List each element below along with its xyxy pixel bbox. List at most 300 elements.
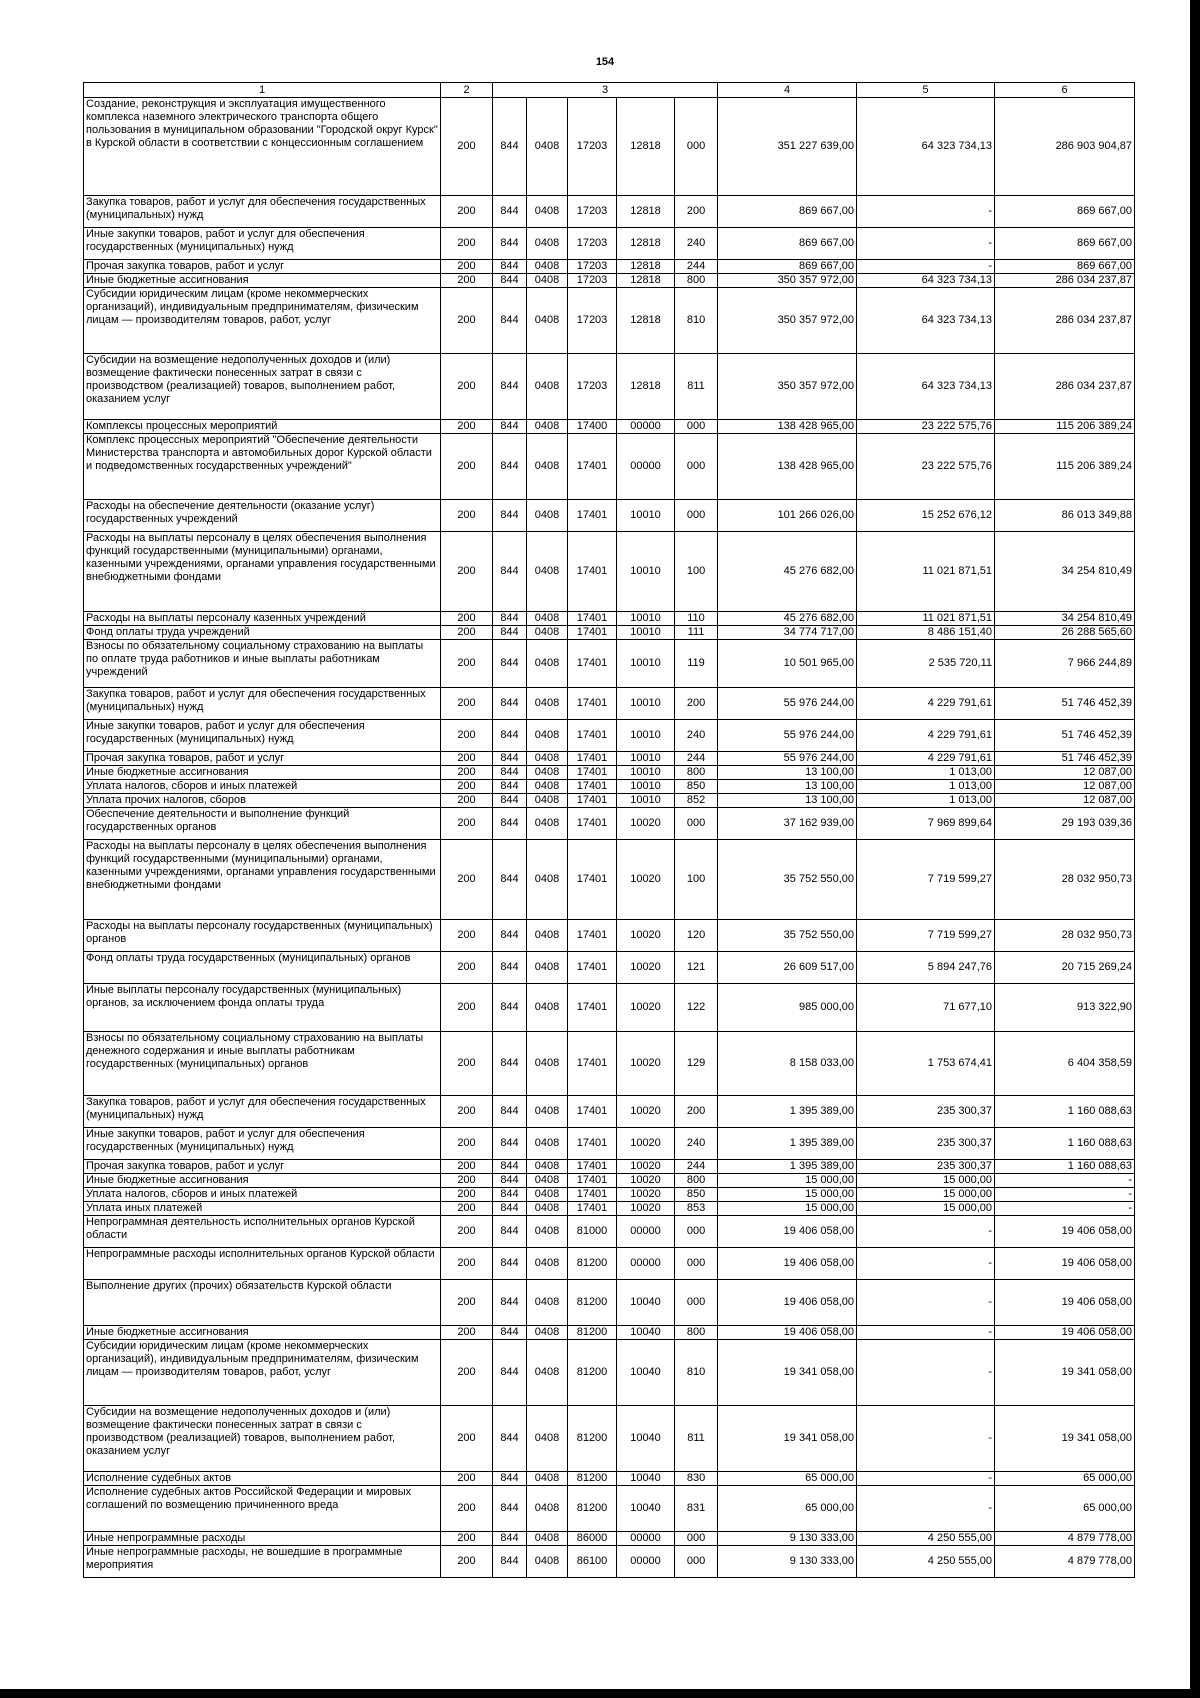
row-code-type: 111	[675, 626, 718, 640]
row-code-type: 110	[675, 612, 718, 626]
table-row	[84, 1486, 1135, 1532]
row-code-section: 0408	[527, 1340, 568, 1406]
row-code-ministry: 844	[493, 1486, 527, 1532]
row-amount-executed: 1 753 674,41	[857, 1032, 995, 1096]
row-code-direction: 10020	[617, 1032, 675, 1096]
row-code-ministry: 844	[493, 952, 527, 984]
row-code-direction: 10010	[617, 688, 675, 720]
header-col-6: 6	[995, 83, 1135, 98]
row-code-program: 17401	[568, 1128, 617, 1160]
row-code-type: 129	[675, 1032, 718, 1096]
row-code-program: 81200	[568, 1486, 617, 1532]
row-amount-remaining: -	[995, 1188, 1135, 1202]
row-amount-remaining: 28 032 950,73	[995, 920, 1135, 952]
row-code-ministry: 844	[493, 1326, 527, 1340]
header-col-3: 3	[493, 83, 718, 98]
table-row	[84, 1096, 1135, 1128]
row-code-type: 811	[675, 1406, 718, 1472]
row-code-type: 119	[675, 640, 718, 688]
row-code-program: 17401	[568, 1096, 617, 1128]
row-col2: 200	[441, 1406, 493, 1472]
row-code-section: 0408	[527, 1486, 568, 1532]
row-amount-executed: -	[857, 1472, 995, 1486]
table-row	[84, 98, 1135, 196]
row-code-direction: 10010	[617, 640, 675, 688]
row-amount-remaining: 19 406 058,00	[995, 1326, 1135, 1340]
row-code-type: 800	[675, 766, 718, 780]
row-code-type: 850	[675, 780, 718, 794]
table-row	[84, 1128, 1135, 1160]
row-col2: 200	[441, 984, 493, 1032]
row-name: Закупка товаров, работ и услуг для обеспечения государственных (муниципальных) нужд	[84, 1096, 441, 1128]
row-code-program: 81200	[568, 1248, 617, 1280]
row-code-ministry: 844	[493, 794, 527, 808]
row-code-program: 17401	[568, 920, 617, 952]
row-amount-plan: 19 406 058,00	[718, 1248, 857, 1280]
row-code-ministry: 844	[493, 1532, 527, 1546]
row-col2: 200	[441, 500, 493, 532]
row-code-program: 17401	[568, 984, 617, 1032]
row-name: Уплата прочих налогов, сборов	[84, 794, 441, 808]
row-code-ministry: 844	[493, 808, 527, 840]
table-row	[84, 260, 1135, 274]
row-code-ministry: 844	[493, 1096, 527, 1128]
row-code-ministry: 844	[493, 920, 527, 952]
row-code-program: 81000	[568, 1216, 617, 1248]
row-amount-executed: -	[857, 1280, 995, 1326]
row-amount-remaining: 115 206 389,24	[995, 434, 1135, 500]
row-code-section: 0408	[527, 688, 568, 720]
row-name: Иные закупки товаров, работ и услуг для обеспечения государственных (муниципальных) нужд	[84, 228, 441, 260]
row-code-direction: 12818	[617, 196, 675, 228]
row-code-section: 0408	[527, 1248, 568, 1280]
table-row	[84, 1216, 1135, 1248]
row-amount-plan: 985 000,00	[718, 984, 857, 1032]
table-row	[84, 1248, 1135, 1280]
row-code-ministry: 844	[493, 532, 527, 612]
row-code-direction: 10020	[617, 1174, 675, 1188]
row-amount-plan: 37 162 939,00	[718, 808, 857, 840]
row-amount-plan: 19 341 058,00	[718, 1406, 857, 1472]
row-amount-plan: 350 357 972,00	[718, 354, 857, 420]
row-col2: 200	[441, 98, 493, 196]
row-amount-executed: 5 894 247,76	[857, 952, 995, 984]
row-name: Иные закупки товаров, работ и услуг для обеспечения государственных (муниципальных) нужд	[84, 720, 441, 752]
row-amount-plan: 55 976 244,00	[718, 752, 857, 766]
row-name: Иные закупки товаров, работ и услуг для обеспечения государственных (муниципальных) нужд	[84, 1128, 441, 1160]
row-amount-plan: 9 130 333,00	[718, 1532, 857, 1546]
table-row	[84, 952, 1135, 984]
row-col2: 200	[441, 354, 493, 420]
row-code-ministry: 844	[493, 434, 527, 500]
row-code-ministry: 844	[493, 196, 527, 228]
row-code-direction: 10040	[617, 1326, 675, 1340]
row-col2: 200	[441, 1128, 493, 1160]
row-col2: 200	[441, 1340, 493, 1406]
row-amount-executed: -	[857, 1486, 995, 1532]
row-amount-plan: 65 000,00	[718, 1486, 857, 1532]
table-row	[84, 920, 1135, 952]
table-row	[84, 1340, 1135, 1406]
row-code-program: 17203	[568, 260, 617, 274]
row-code-section: 0408	[527, 794, 568, 808]
row-col2: 200	[441, 274, 493, 288]
row-code-ministry: 844	[493, 274, 527, 288]
row-amount-executed: 235 300,37	[857, 1096, 995, 1128]
row-code-type: 000	[675, 434, 718, 500]
row-code-direction: 12818	[617, 98, 675, 196]
row-amount-plan: 1 395 389,00	[718, 1160, 857, 1174]
row-code-section: 0408	[527, 1096, 568, 1128]
row-amount-executed: -	[857, 228, 995, 260]
row-col2: 200	[441, 1486, 493, 1532]
row-col2: 200	[441, 612, 493, 626]
row-amount-executed: 7 719 599,27	[857, 840, 995, 920]
row-code-program: 17203	[568, 196, 617, 228]
row-code-section: 0408	[527, 1032, 568, 1096]
table-row	[84, 626, 1135, 640]
row-code-ministry: 844	[493, 1280, 527, 1326]
row-col2: 200	[441, 626, 493, 640]
row-code-section: 0408	[527, 1216, 568, 1248]
row-name: Уплата налогов, сборов и иных платежей	[84, 1188, 441, 1202]
row-code-program: 17401	[568, 640, 617, 688]
row-code-type: 240	[675, 228, 718, 260]
row-name: Закупка товаров, работ и услуг для обеспечения государственных (муниципальных) нужд	[84, 196, 441, 228]
row-code-section: 0408	[527, 228, 568, 260]
row-amount-remaining: 51 746 452,39	[995, 720, 1135, 752]
table-row	[84, 274, 1135, 288]
row-name: Выполнение других (прочих) обязательств Курской области	[84, 1280, 441, 1326]
row-name: Субсидии на возмещение недополученных доходов и (или) возмещение фактически понесенных затрат в связи с производством (реализацией) товаров, выполнением работ, оказанием услуг	[84, 354, 441, 420]
row-code-direction: 10040	[617, 1472, 675, 1486]
table-row	[84, 1546, 1135, 1578]
row-name: Уплата налогов, сборов и иных платежей	[84, 780, 441, 794]
row-amount-plan: 19 406 058,00	[718, 1326, 857, 1340]
row-code-ministry: 844	[493, 626, 527, 640]
table-row	[84, 228, 1135, 260]
row-code-section: 0408	[527, 1280, 568, 1326]
row-code-section: 0408	[527, 1202, 568, 1216]
row-amount-executed: -	[857, 260, 995, 274]
row-code-direction: 10010	[617, 532, 675, 612]
row-amount-executed: -	[857, 196, 995, 228]
table-row	[84, 808, 1135, 840]
row-col2: 200	[441, 752, 493, 766]
row-code-section: 0408	[527, 1406, 568, 1472]
row-code-section: 0408	[527, 1174, 568, 1188]
row-amount-remaining: 1 160 088,63	[995, 1096, 1135, 1128]
row-amount-plan: 1 395 389,00	[718, 1096, 857, 1128]
row-code-direction: 00000	[617, 1216, 675, 1248]
row-amount-plan: 138 428 965,00	[718, 420, 857, 434]
row-code-program: 17401	[568, 532, 617, 612]
row-amount-executed: 15 000,00	[857, 1174, 995, 1188]
row-amount-executed: 15 000,00	[857, 1188, 995, 1202]
row-code-direction: 00000	[617, 1248, 675, 1280]
row-code-direction: 00000	[617, 1532, 675, 1546]
row-amount-executed: 1 013,00	[857, 766, 995, 780]
row-code-program: 81200	[568, 1340, 617, 1406]
header-col-2: 2	[441, 83, 493, 98]
row-code-ministry: 844	[493, 98, 527, 196]
row-amount-remaining: 20 715 269,24	[995, 952, 1135, 984]
row-amount-plan: 15 000,00	[718, 1188, 857, 1202]
row-code-section: 0408	[527, 612, 568, 626]
row-code-direction: 12818	[617, 260, 675, 274]
table-row	[84, 434, 1135, 500]
row-name: Комплекс процессных мероприятий "Обеспечение деятельности Министерства транспорта и автомобильных дорог Курской области и подведомственных государственных учреждений"	[84, 434, 441, 500]
row-name: Расходы на обеспечение деятельности (оказание услуг) государственных учреждений	[84, 500, 441, 532]
row-col2: 200	[441, 1280, 493, 1326]
table-row	[84, 794, 1135, 808]
row-code-section: 0408	[527, 274, 568, 288]
row-code-ministry: 844	[493, 288, 527, 354]
row-amount-executed: 4 229 791,61	[857, 752, 995, 766]
row-amount-executed: 7 719 599,27	[857, 920, 995, 952]
row-code-program: 17401	[568, 1160, 617, 1174]
table-row	[84, 1188, 1135, 1202]
row-code-ministry: 844	[493, 1340, 527, 1406]
row-code-type: 830	[675, 1472, 718, 1486]
row-name: Иные бюджетные ассигнования	[84, 1326, 441, 1340]
row-code-program: 17203	[568, 98, 617, 196]
row-col2: 200	[441, 952, 493, 984]
row-code-program: 17401	[568, 1174, 617, 1188]
row-name: Уплата иных платежей	[84, 1202, 441, 1216]
row-code-ministry: 844	[493, 1546, 527, 1578]
row-code-type: 100	[675, 532, 718, 612]
row-code-type: 240	[675, 1128, 718, 1160]
row-col2: 200	[441, 1096, 493, 1128]
row-code-direction: 00000	[617, 1546, 675, 1578]
row-amount-remaining: -	[995, 1202, 1135, 1216]
row-name: Исполнение судебных актов	[84, 1472, 441, 1486]
row-amount-remaining: 4 879 778,00	[995, 1532, 1135, 1546]
row-amount-plan: 35 752 550,00	[718, 840, 857, 920]
row-amount-remaining: 19 406 058,00	[995, 1216, 1135, 1248]
row-code-direction: 10010	[617, 794, 675, 808]
row-code-type: 200	[675, 1096, 718, 1128]
row-amount-remaining: 19 406 058,00	[995, 1280, 1135, 1326]
row-amount-executed: -	[857, 1406, 995, 1472]
row-code-direction: 10040	[617, 1486, 675, 1532]
row-code-ministry: 844	[493, 260, 527, 274]
row-amount-plan: 101 266 026,00	[718, 500, 857, 532]
table-row	[84, 500, 1135, 532]
header-col-5: 5	[857, 83, 995, 98]
row-code-program: 17401	[568, 1032, 617, 1096]
row-amount-plan: 869 667,00	[718, 260, 857, 274]
row-col2: 200	[441, 1532, 493, 1546]
row-amount-remaining: 12 087,00	[995, 766, 1135, 780]
row-amount-executed: 2 535 720,11	[857, 640, 995, 688]
row-name: Прочая закупка товаров, работ и услуг	[84, 752, 441, 766]
row-amount-plan: 1 395 389,00	[718, 1128, 857, 1160]
header-row	[84, 83, 1135, 98]
row-code-type: 000	[675, 98, 718, 196]
row-amount-remaining: 28 032 950,73	[995, 840, 1135, 920]
row-amount-plan: 13 100,00	[718, 794, 857, 808]
row-amount-executed: 23 222 575,76	[857, 434, 995, 500]
row-code-direction: 10020	[617, 1202, 675, 1216]
row-code-section: 0408	[527, 720, 568, 752]
row-col2: 200	[441, 1248, 493, 1280]
row-code-type: 853	[675, 1202, 718, 1216]
row-amount-executed: 64 323 734,13	[857, 274, 995, 288]
row-col2: 200	[441, 808, 493, 840]
table-row	[84, 420, 1135, 434]
row-col2: 200	[441, 1160, 493, 1174]
table-row	[84, 1532, 1135, 1546]
row-col2: 200	[441, 640, 493, 688]
row-amount-remaining: 869 667,00	[995, 196, 1135, 228]
row-code-type: 244	[675, 752, 718, 766]
row-amount-executed: 64 323 734,13	[857, 98, 995, 196]
row-code-type: 240	[675, 720, 718, 752]
row-name: Прочая закупка товаров, работ и услуг	[84, 1160, 441, 1174]
header-col-4: 4	[718, 83, 857, 98]
table-row	[84, 196, 1135, 228]
row-code-program: 17203	[568, 354, 617, 420]
row-code-type: 850	[675, 1188, 718, 1202]
row-name: Фонд оплаты труда государственных (муниципальных) органов	[84, 952, 441, 984]
table-row	[84, 984, 1135, 1032]
row-amount-remaining: 86 013 349,88	[995, 500, 1135, 532]
row-code-program: 17401	[568, 766, 617, 780]
row-col2: 200	[441, 794, 493, 808]
row-col2: 200	[441, 196, 493, 228]
row-code-type: 244	[675, 1160, 718, 1174]
row-amount-executed: 11 021 871,51	[857, 612, 995, 626]
row-code-type: 200	[675, 196, 718, 228]
row-code-section: 0408	[527, 288, 568, 354]
row-code-ministry: 844	[493, 1128, 527, 1160]
row-name: Иные бюджетные ассигнования	[84, 274, 441, 288]
row-amount-plan: 19 406 058,00	[718, 1216, 857, 1248]
row-code-ministry: 844	[493, 1032, 527, 1096]
row-col2: 200	[441, 766, 493, 780]
row-code-section: 0408	[527, 98, 568, 196]
row-code-type: 810	[675, 288, 718, 354]
row-code-program: 17401	[568, 720, 617, 752]
table-row	[84, 688, 1135, 720]
row-code-type: 000	[675, 1532, 718, 1546]
row-code-program: 81200	[568, 1472, 617, 1486]
row-amount-plan: 55 976 244,00	[718, 688, 857, 720]
row-code-direction: 12818	[617, 354, 675, 420]
row-amount-plan: 34 774 717,00	[718, 626, 857, 640]
row-amount-remaining: 869 667,00	[995, 260, 1135, 274]
row-amount-remaining: 29 193 039,36	[995, 808, 1135, 840]
row-code-section: 0408	[527, 920, 568, 952]
row-col2: 200	[441, 1216, 493, 1248]
row-code-section: 0408	[527, 626, 568, 640]
budget-table	[83, 82, 1135, 1578]
row-code-section: 0408	[527, 500, 568, 532]
row-amount-plan: 65 000,00	[718, 1472, 857, 1486]
row-amount-remaining: 286 034 237,87	[995, 354, 1135, 420]
row-amount-executed: 8 486 151,40	[857, 626, 995, 640]
row-code-type: 000	[675, 500, 718, 532]
row-code-direction: 10020	[617, 920, 675, 952]
row-code-type: 200	[675, 688, 718, 720]
row-amount-executed: 64 323 734,13	[857, 354, 995, 420]
row-code-type: 000	[675, 1216, 718, 1248]
row-code-ministry: 844	[493, 984, 527, 1032]
row-amount-remaining: 1 160 088,63	[995, 1128, 1135, 1160]
row-code-section: 0408	[527, 1160, 568, 1174]
row-code-direction: 10020	[617, 1188, 675, 1202]
table-row	[84, 780, 1135, 794]
row-code-type: 000	[675, 1546, 718, 1578]
table-row	[84, 1472, 1135, 1486]
row-code-ministry: 844	[493, 1160, 527, 1174]
row-amount-executed: 4 250 555,00	[857, 1546, 995, 1578]
row-amount-remaining: 34 254 810,49	[995, 532, 1135, 612]
row-code-direction: 12818	[617, 274, 675, 288]
row-name: Взносы по обязательному социальному страхованию на выплаты по оплате труда работников и иные выплаты работникам учреждений	[84, 640, 441, 688]
table-row	[84, 1202, 1135, 1216]
row-code-direction: 00000	[617, 434, 675, 500]
row-code-program: 17203	[568, 288, 617, 354]
table-body	[84, 98, 1135, 1578]
row-col2: 200	[441, 420, 493, 434]
row-amount-plan: 35 752 550,00	[718, 920, 857, 952]
row-code-type: 800	[675, 274, 718, 288]
row-name: Расходы на выплаты персоналу в целях обеспечения выполнения функций государственными (муниципальными) органами, казенными учреждениями, органами управления государственными внебюджетными фондами	[84, 840, 441, 920]
row-code-program: 17401	[568, 752, 617, 766]
row-amount-plan: 19 341 058,00	[718, 1340, 857, 1406]
row-amount-remaining: 34 254 810,49	[995, 612, 1135, 626]
row-amount-executed: 23 222 575,76	[857, 420, 995, 434]
row-code-ministry: 844	[493, 228, 527, 260]
row-col2: 200	[441, 1188, 493, 1202]
row-code-program: 17401	[568, 808, 617, 840]
row-col2: 200	[441, 228, 493, 260]
row-code-type: 800	[675, 1174, 718, 1188]
row-code-program: 17401	[568, 434, 617, 500]
row-code-direction: 10020	[617, 808, 675, 840]
row-code-section: 0408	[527, 532, 568, 612]
row-code-ministry: 844	[493, 500, 527, 532]
row-code-section: 0408	[527, 808, 568, 840]
row-code-program: 17401	[568, 780, 617, 794]
row-amount-plan: 10 501 965,00	[718, 640, 857, 688]
table-row	[84, 1174, 1135, 1188]
row-code-program: 17401	[568, 612, 617, 626]
row-amount-plan: 15 000,00	[718, 1202, 857, 1216]
row-name: Непрограммная деятельность исполнительных органов Курской области	[84, 1216, 441, 1248]
table-row	[84, 612, 1135, 626]
scan-edge-right	[1190, 0, 1200, 1698]
row-col2: 200	[441, 780, 493, 794]
row-amount-executed: 1 013,00	[857, 794, 995, 808]
row-code-type: 000	[675, 420, 718, 434]
row-code-direction: 10010	[617, 626, 675, 640]
row-amount-plan: 13 100,00	[718, 780, 857, 794]
row-amount-remaining: 286 034 237,87	[995, 274, 1135, 288]
row-code-program: 17401	[568, 500, 617, 532]
row-code-direction: 10010	[617, 780, 675, 794]
row-amount-plan: 869 667,00	[718, 196, 857, 228]
row-col2: 200	[441, 1202, 493, 1216]
row-code-program: 81200	[568, 1280, 617, 1326]
row-amount-plan: 13 100,00	[718, 766, 857, 780]
row-name: Прочая закупка товаров, работ и услуг	[84, 260, 441, 274]
table-row	[84, 354, 1135, 420]
row-name: Субсидии юридическим лицам (кроме некоммерческих организаций), индивидуальным предпринимателям, физическим лицам — производителям товаров, работ, услуг	[84, 1340, 441, 1406]
